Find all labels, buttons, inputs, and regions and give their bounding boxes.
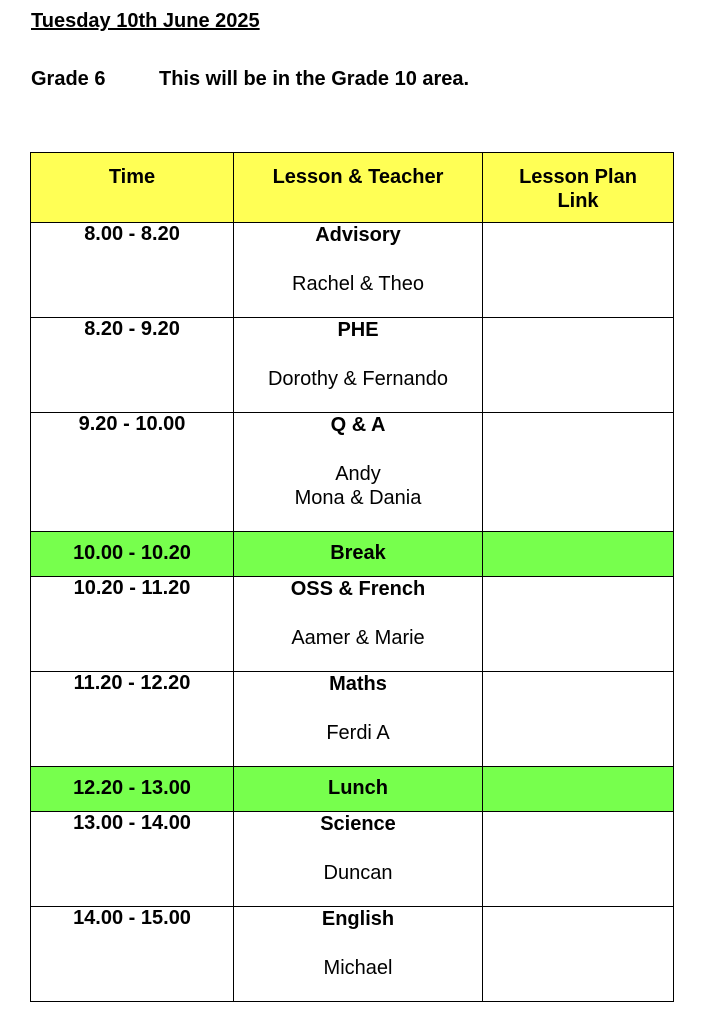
lesson-name: English bbox=[321, 908, 395, 930]
time-cell: 8.00 - 8.20 bbox=[31, 223, 234, 318]
table-row bbox=[31, 223, 674, 318]
table-row bbox=[31, 577, 674, 672]
column-header-time: Time bbox=[31, 153, 234, 223]
column-header-link bbox=[483, 153, 674, 223]
lesson-plan-link-cell[interactable] bbox=[483, 812, 674, 907]
teacher-name: Rachel & Theo bbox=[292, 273, 424, 295]
lesson-cell bbox=[234, 318, 483, 413]
time-cell: 12.20 - 13.00 bbox=[31, 767, 234, 812]
column-header-link-label: Lesson Plan Link bbox=[519, 166, 637, 212]
lesson-cell bbox=[234, 812, 483, 907]
grade-line bbox=[31, 68, 469, 91]
time-cell: 10.20 - 11.20 bbox=[31, 577, 234, 672]
lesson-plan-link-cell[interactable] bbox=[483, 532, 674, 577]
lesson-plan-link-cell[interactable] bbox=[483, 672, 674, 767]
header-row bbox=[31, 153, 674, 223]
time-cell: 10.00 - 10.20 bbox=[31, 532, 234, 577]
timetable bbox=[30, 152, 674, 1002]
table-row bbox=[31, 907, 674, 1002]
time-cell: 9.20 - 10.00 bbox=[31, 413, 234, 532]
lesson-plan-link-cell[interactable] bbox=[483, 413, 674, 532]
teacher-name: Aamer & Marie bbox=[291, 627, 425, 649]
teacher-name: Andy bbox=[335, 463, 381, 485]
table-row bbox=[31, 413, 674, 532]
break-row bbox=[31, 532, 674, 577]
grade-label: Grade 6 bbox=[31, 68, 106, 90]
lesson-name: Q & A bbox=[330, 414, 386, 436]
time-cell: 8.20 - 9.20 bbox=[31, 318, 234, 413]
lesson-name: Science bbox=[320, 813, 396, 835]
lesson-plan-link-cell[interactable] bbox=[483, 907, 674, 1002]
lesson-cell bbox=[234, 672, 483, 767]
lesson-plan-link-cell[interactable] bbox=[483, 318, 674, 413]
time-cell: 13.00 - 14.00 bbox=[31, 812, 234, 907]
teacher-name: Ferdi A bbox=[326, 722, 390, 744]
lunch-label: Lunch bbox=[234, 767, 483, 812]
teacher-name-2: Mona & Dania bbox=[294, 487, 422, 509]
lesson-cell bbox=[234, 577, 483, 672]
time-cell: 11.20 - 12.20 bbox=[31, 672, 234, 767]
table-row bbox=[31, 812, 674, 907]
lesson-name: Maths bbox=[329, 673, 387, 695]
lesson-name: Advisory bbox=[315, 224, 401, 246]
lesson-plan-link-cell[interactable] bbox=[483, 767, 674, 812]
lesson-cell bbox=[234, 413, 483, 532]
lesson-plan-link-cell[interactable] bbox=[483, 577, 674, 672]
table-row bbox=[31, 672, 674, 767]
lunch-row bbox=[31, 767, 674, 812]
teacher-name: Duncan bbox=[323, 862, 393, 884]
location-note: This will be in the Grade 10 area. bbox=[159, 68, 470, 90]
table-row bbox=[31, 318, 674, 413]
lesson-name: OSS & French bbox=[290, 578, 426, 600]
lesson-cell bbox=[234, 223, 483, 318]
column-header-lesson: Lesson & Teacher bbox=[234, 153, 483, 223]
lesson-plan-link-cell[interactable] bbox=[483, 223, 674, 318]
break-label: Break bbox=[234, 532, 483, 577]
teacher-name: Michael bbox=[323, 957, 393, 979]
page-title: Tuesday 10th June 2025 bbox=[31, 10, 260, 32]
teacher-name: Dorothy & Fernando bbox=[267, 368, 449, 390]
lesson-name: PHE bbox=[337, 319, 379, 341]
lesson-cell bbox=[234, 907, 483, 1002]
time-cell: 14.00 - 15.00 bbox=[31, 907, 234, 1002]
